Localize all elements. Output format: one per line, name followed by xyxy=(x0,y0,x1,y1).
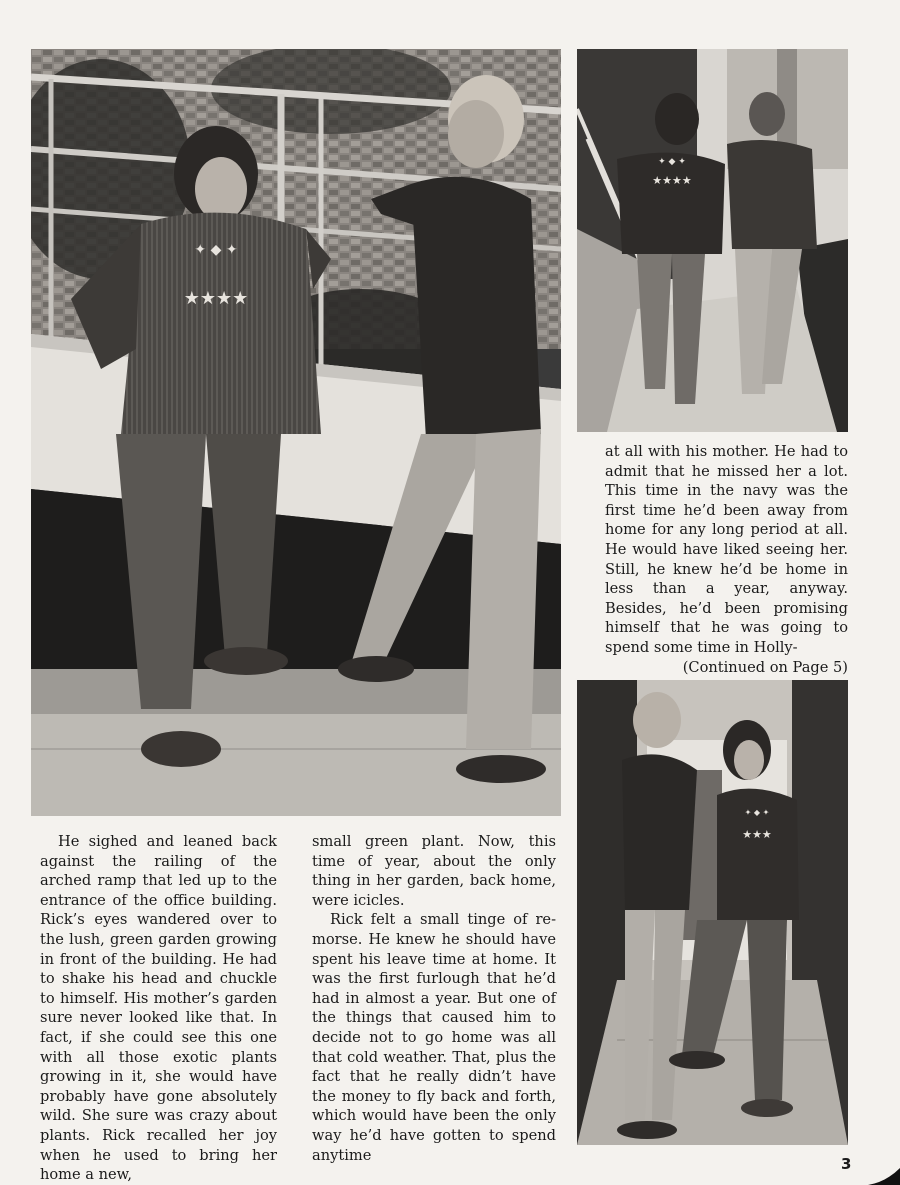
svg-text:✦ ◆ ✦: ✦ ◆ ✦ xyxy=(658,157,686,167)
photo-top-right xyxy=(577,49,848,432)
photo-top-right-image xyxy=(577,49,848,432)
photo-bottom-right-image xyxy=(577,680,848,1145)
svg-text:✦ ◆ ✦: ✦ ◆ ✦ xyxy=(194,242,238,258)
col1-paragraph-1: He sighed and leaned back against the railing of the arched ramp that led up to the entrance of the office building. Rick’s eyes wandered over to the lush, green garden growing in front of the building. He had to shake his head and chuckle to himself. His mother’s garden sure never looked like that. In fact, if she could see this one with all those exotic plants growing in it, she would have probably have gone absolutely wild. She sure was crazy about plants. Rick recalled her joy when he used to bring her home a new, xyxy=(40,833,277,1184)
article-column-2 xyxy=(312,832,556,1165)
page-number: 3 xyxy=(841,1155,852,1173)
svg-text:★★★: ★★★ xyxy=(742,828,772,841)
continued-note: (Continued on Page 5) xyxy=(682,658,848,676)
article-column-1 xyxy=(40,832,277,1185)
col2-paragraph-1: small green plant. Now, this time of year, about the only thing in her garden, back home, were icicles. xyxy=(312,833,556,909)
svg-text:★★★★: ★★★★ xyxy=(652,174,692,187)
photo-main-image xyxy=(31,49,561,816)
page-curl-icon xyxy=(868,1168,900,1185)
article-column-3 xyxy=(605,442,848,677)
col2-paragraph-2: Rick felt a small tinge of remorse. He knew he should have spent his leave time at home. It was the first furlough that he’d had in almost a year. But one of the things that caused him to decide not to go home was all that cold weather. That, plus the fact that he really didn’t have the money to fly back and forth, which would have been the only way he’d have gotten to spend anytime xyxy=(312,911,556,1164)
col3-paragraph-1: at all with his mother. He had to admit that he missed her a lot. This time in the navy was the first time he’d been away from home for any long period at all. He would have liked seeing her. Still, he knew he’d be home in less than a year, anyway. Besides, he’d been promising himself that he was going to spend some time in Holly- xyxy=(605,443,848,656)
svg-text:✦ ◆ ✦: ✦ ◆ ✦ xyxy=(744,808,770,817)
svg-text:★★★★: ★★★★ xyxy=(183,288,249,309)
photo-bottom-right xyxy=(577,680,848,1145)
photo-main xyxy=(31,49,561,816)
